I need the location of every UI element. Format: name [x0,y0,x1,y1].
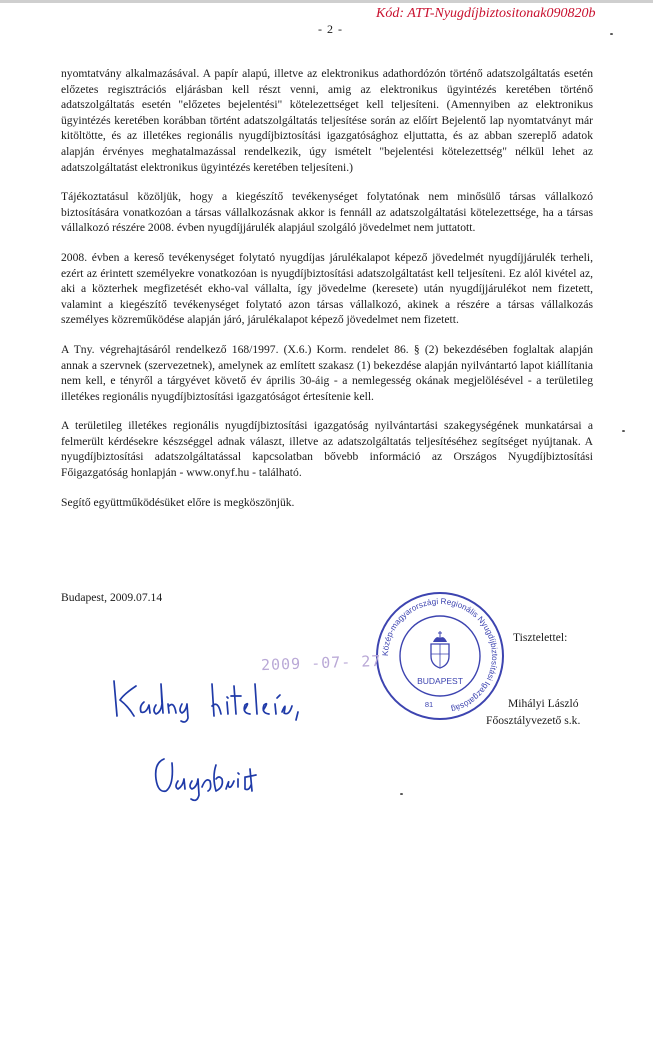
page-top-edge [0,0,653,3]
seal-number: 81 [424,700,434,709]
seal-graphic [373,589,507,723]
handwritten-signature [150,751,280,808]
closing-salutation: Tisztelettel: [513,631,568,644]
scan-speck [610,33,613,35]
coat-of-arms-icon [431,631,449,668]
paragraph-2008-contributions: 2008. évben a kereső tevékenységet folytató nyugdíjas járulékalapot képező jövedelmét nyugdíjjárulék terheli, ezért az érintett személyekre vonatkozóan is nyugdíjbiztosítási adatszolgáltatást kell teljesíteni. Ez alól kivétel az, aki a közterhek megfizetését ekho-val vállalta, így jövedelme (keresete) után nyugdíjjárulékot nem fizetett, valamint a kiegészítő tevékenységet folytató azon társas vállalkozó, akinek a részére a társas vállalkozás személyes közreműködése alapján járó, járulékalapot képező jövedelmet nem fizetett. [61,250,593,327]
scan-speck [400,793,403,795]
seal-ring-text: Közép-magyarországi Regionális Nyugdíjbiztosítási Igazgatóság [380,596,500,714]
signer-name: Mihályi László [508,697,579,710]
handwritten-certification-graphic [108,676,308,724]
seal-city: BUDAPEST [417,676,463,686]
scan-speck [622,430,625,432]
page-number: - 2 - [318,22,343,36]
handwritten-certification-text: Kiadmány hiteléül: [108,722,116,723]
paragraph-regulation-reference: A Tny. végrehajtásáról rendelkező 168/1997. (X.6.) Korm. rendelet 86. § (2) bekezdésében foglaltak alapján annak a szervnek (szervezetnek), amelynek az említett szakasz (1) bekezdése alapján nyilvántartó lapot kiállítania nem kell, e tényről a tárgyévet követő év április 30-áig - a nemlegesség okának megjelölésével - a területileg illetékes regionális nyugdíjbiztosítási igazgatóságot értesítenie kell. [61,342,593,403]
received-date-stamp: 2009 -07- 27 [260,651,382,675]
letter-body [61,66,593,524]
document-code-stamp: Kód: ATT-Nyugdíjbiztositonak090820b [376,6,596,21]
paragraph-thanks: Segítő együttműködésüket előre is megköszönjük. [61,495,295,509]
handwritten-signature-text: Vágó Erzsébet [150,801,156,802]
paragraph-contact-information: A területileg illetékes regionális nyugdíjbiztosítási igazgatóság nyilvántartási szakegységének munkatársai a felmerült kérdésekre készséggel adnak választ, illetve az adatszolgáltatás teljesítéséhez segítséget nyújtanak. A nyugdíjbiztosítási adatszolgáltatással kapcsolatban bővebb információ az Országos Nyugdíjbiztosítási Főigazgatóság honlapján - www.onyf.hu - található. [61,419,593,480]
place-and-date: Budapest, 2009.07.14 [61,591,163,604]
handwritten-certification [108,676,308,729]
paragraph-electronic-reporting: nyomtatvány alkalmazásával. A papír alapú, illetve az elektronikus adathordózón történő adatszolgáltatás esetén előzetes regisztrációs eljárásban kell részt venni, amig az elektronikus ügyintézés keretében történő adatszolgáltatás esetén "előzetes bejelentési" kötelezettséget kell teljesíteni. (Amennyiben az elektronikus ügyintézés keretében korábban történt adatszolgáltatás teljesítése során az előírt Bejelentő lap nyomtatványt már kitöltötte, és az illetékes regionális nyugdíjbiztosítási igazgatósághoz eljuttatta, és az abban szereplő adatok alapján érvényes meghatalmazással rendelkezik, úgy ismételt "bejelentési kötelezettség" nélkül lehet az adatszolgáltatást elektronikus ügyintézés keretében teljesíteni.) [61,67,593,174]
paragraph-information-note: Tájékoztatásul közöljük, hogy a kiegészítő tevékenységet folytatónak nem minősülő társas vállalkozó biztosítására vonatkozóan a társas vállalkozásnak akkor is fennáll az adatszolgáltatási kötelezettsége, ha a társas vállalkozó részére 2008. évben nyugdíjjárulék alapjául szolgáló jövedelmet nem juttatott. [61,190,593,235]
official-round-seal [373,589,507,728]
handwritten-signature-graphic [150,751,280,803]
signer-title: Főosztályvezető s.k. [486,714,581,727]
